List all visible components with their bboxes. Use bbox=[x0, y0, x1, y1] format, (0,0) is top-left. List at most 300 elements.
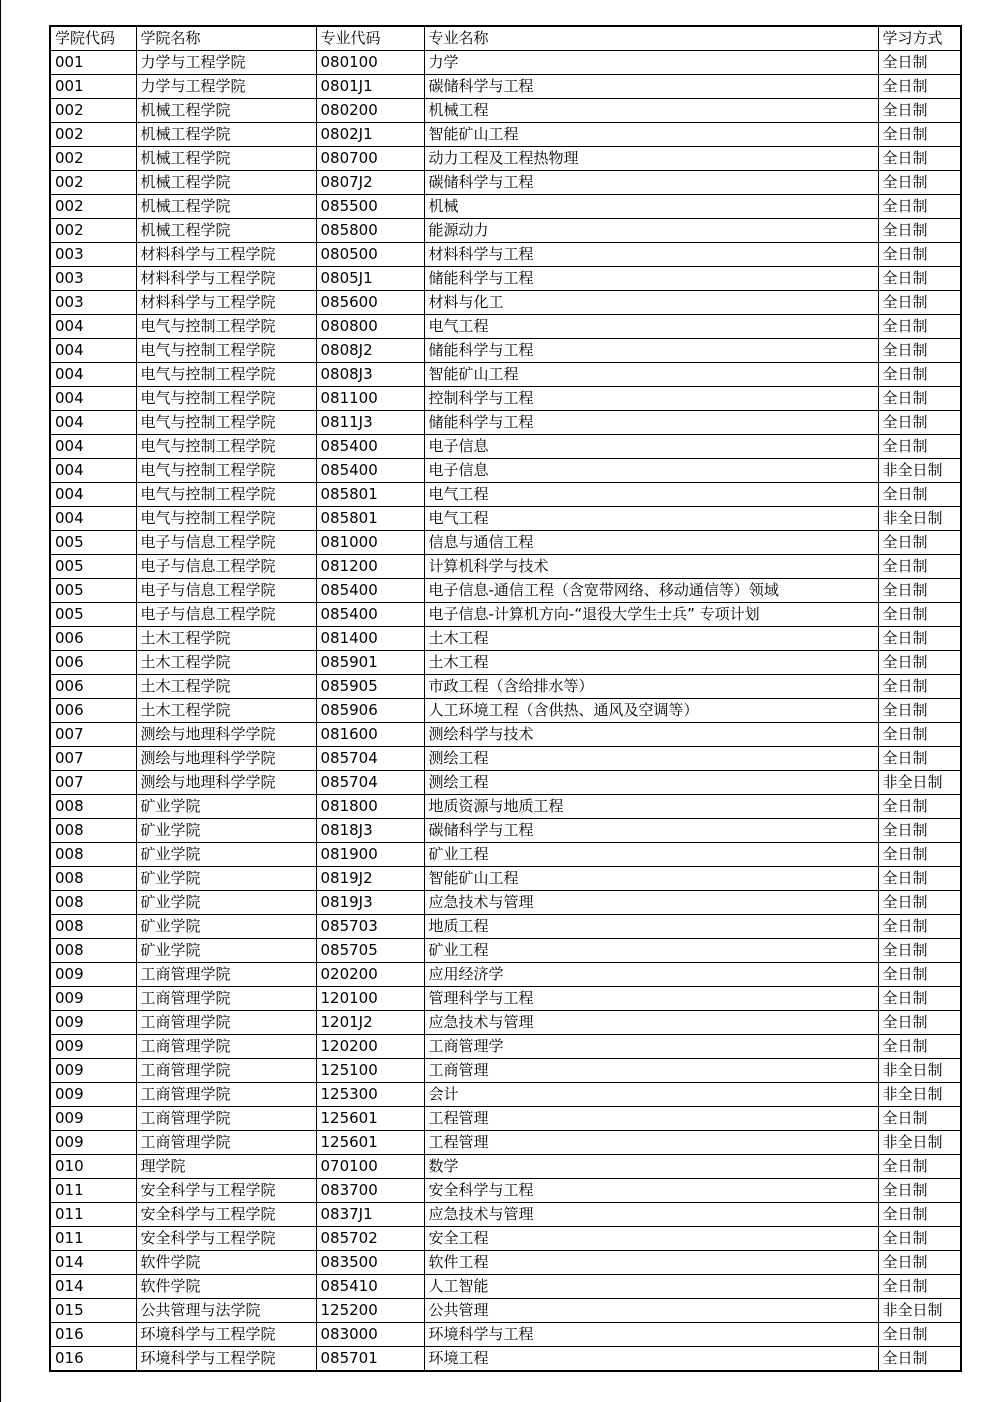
college-name-cell: 电气与控制工程学院 bbox=[136, 507, 316, 531]
major-name-cell: 信息与通信工程 bbox=[424, 531, 878, 555]
table-row bbox=[50, 243, 961, 267]
college-name-cell: 机械工程学院 bbox=[136, 147, 316, 171]
major-code-cell: 120200 bbox=[316, 1035, 424, 1059]
college-code-cell: 004 bbox=[50, 435, 136, 459]
major-code-cell: 085600 bbox=[316, 291, 424, 315]
major-name-cell: 智能矿山工程 bbox=[424, 363, 878, 387]
table-row bbox=[50, 963, 961, 987]
college-code-cell: 008 bbox=[50, 843, 136, 867]
major-name-cell: 软件工程 bbox=[424, 1251, 878, 1275]
college-code-cell: 014 bbox=[50, 1251, 136, 1275]
study-mode-cell: 全日制 bbox=[878, 1347, 961, 1372]
college-code-cell: 001 bbox=[50, 51, 136, 75]
table-row bbox=[50, 51, 961, 75]
college-code-cell: 016 bbox=[50, 1347, 136, 1372]
major-code-cell: 080500 bbox=[316, 243, 424, 267]
study-mode-cell: 全日制 bbox=[878, 867, 961, 891]
major-code-cell: 0811J3 bbox=[316, 411, 424, 435]
major-code-cell: 081000 bbox=[316, 531, 424, 555]
college-code-cell: 008 bbox=[50, 819, 136, 843]
college-name-cell: 力学与工程学院 bbox=[136, 51, 316, 75]
study-mode-cell: 全日制 bbox=[878, 1227, 961, 1251]
college-name-cell: 环境科学与工程学院 bbox=[136, 1323, 316, 1347]
college-code-cell: 015 bbox=[50, 1299, 136, 1323]
major-code-cell: 0807J2 bbox=[316, 171, 424, 195]
study-mode-cell: 全日制 bbox=[878, 723, 961, 747]
study-mode-cell: 全日制 bbox=[878, 51, 961, 75]
college-code-cell: 005 bbox=[50, 555, 136, 579]
major-code-cell: 125300 bbox=[316, 1083, 424, 1107]
college-name-cell: 电气与控制工程学院 bbox=[136, 363, 316, 387]
table-row bbox=[50, 1131, 961, 1155]
college-code-cell: 002 bbox=[50, 219, 136, 243]
study-mode-cell: 全日制 bbox=[878, 483, 961, 507]
major-name-cell: 储能科学与工程 bbox=[424, 411, 878, 435]
major-code-cell: 085901 bbox=[316, 651, 424, 675]
college-code-cell: 006 bbox=[50, 699, 136, 723]
major-code-cell: 081800 bbox=[316, 795, 424, 819]
college-name-cell: 电子与信息工程学院 bbox=[136, 555, 316, 579]
table-row bbox=[50, 363, 961, 387]
college-name-cell: 土木工程学院 bbox=[136, 699, 316, 723]
college-name-cell: 电子与信息工程学院 bbox=[136, 603, 316, 627]
college-name-cell: 工商管理学院 bbox=[136, 1011, 316, 1035]
college-code-cell: 004 bbox=[50, 315, 136, 339]
college-name-cell: 矿业学院 bbox=[136, 891, 316, 915]
table-row bbox=[50, 171, 961, 195]
college-code-cell: 016 bbox=[50, 1323, 136, 1347]
major-name-cell: 电子信息 bbox=[424, 435, 878, 459]
table-row bbox=[50, 387, 961, 411]
college-code-cell: 009 bbox=[50, 1059, 136, 1083]
table-row bbox=[50, 1035, 961, 1059]
major-code-cell: 085701 bbox=[316, 1347, 424, 1372]
major-name-cell: 能源动力 bbox=[424, 219, 878, 243]
study-mode-cell: 非全日制 bbox=[878, 507, 961, 531]
table-row bbox=[50, 651, 961, 675]
college-code-cell: 003 bbox=[50, 267, 136, 291]
college-name-cell: 电气与控制工程学院 bbox=[136, 411, 316, 435]
study-mode-cell: 全日制 bbox=[878, 1179, 961, 1203]
major-code-cell: 081400 bbox=[316, 627, 424, 651]
college-name-cell: 机械工程学院 bbox=[136, 171, 316, 195]
study-mode-cell: 全日制 bbox=[878, 987, 961, 1011]
major-code-cell: 080100 bbox=[316, 51, 424, 75]
college-code-cell: 006 bbox=[50, 651, 136, 675]
college-code-cell: 006 bbox=[50, 675, 136, 699]
college-name-cell: 软件学院 bbox=[136, 1251, 316, 1275]
major-code-cell: 085800 bbox=[316, 219, 424, 243]
major-name-cell: 力学 bbox=[424, 51, 878, 75]
study-mode-cell: 全日制 bbox=[878, 291, 961, 315]
table-row bbox=[50, 147, 961, 171]
college-name-cell: 土木工程学院 bbox=[136, 651, 316, 675]
college-name-cell: 软件学院 bbox=[136, 1275, 316, 1299]
major-name-cell: 电气工程 bbox=[424, 483, 878, 507]
table-row bbox=[50, 435, 961, 459]
table-row bbox=[50, 531, 961, 555]
major-code-cell: 081900 bbox=[316, 843, 424, 867]
table-row bbox=[50, 603, 961, 627]
major-name-cell: 应急技术与管理 bbox=[424, 1011, 878, 1035]
major-code-cell: 080800 bbox=[316, 315, 424, 339]
major-code-cell: 0805J1 bbox=[316, 267, 424, 291]
college-name-cell: 理学院 bbox=[136, 1155, 316, 1179]
college-code-cell: 003 bbox=[50, 243, 136, 267]
college-name-cell: 工商管理学院 bbox=[136, 1131, 316, 1155]
study-mode-cell: 全日制 bbox=[878, 891, 961, 915]
study-mode-cell: 全日制 bbox=[878, 1251, 961, 1275]
table-row bbox=[50, 267, 961, 291]
major-code-cell: 085410 bbox=[316, 1275, 424, 1299]
college-name-cell: 矿业学院 bbox=[136, 867, 316, 891]
table-row bbox=[50, 939, 961, 963]
major-name-cell: 机械 bbox=[424, 195, 878, 219]
major-name-cell: 安全科学与工程 bbox=[424, 1179, 878, 1203]
study-mode-cell: 全日制 bbox=[878, 411, 961, 435]
college-code-cell: 009 bbox=[50, 1035, 136, 1059]
table-row bbox=[50, 555, 961, 579]
college-code-cell: 014 bbox=[50, 1275, 136, 1299]
study-mode-cell: 全日制 bbox=[878, 147, 961, 171]
college-name-cell: 机械工程学院 bbox=[136, 195, 316, 219]
major-code-cell: 085705 bbox=[316, 939, 424, 963]
college-name-cell: 工商管理学院 bbox=[136, 1107, 316, 1131]
study-mode-cell: 全日制 bbox=[878, 1203, 961, 1227]
major-code-cell: 085400 bbox=[316, 579, 424, 603]
major-code-cell: 083000 bbox=[316, 1323, 424, 1347]
college-name-cell: 矿业学院 bbox=[136, 843, 316, 867]
study-mode-cell: 全日制 bbox=[878, 963, 961, 987]
table-row bbox=[50, 483, 961, 507]
college-name-cell: 安全科学与工程学院 bbox=[136, 1203, 316, 1227]
majors-table bbox=[49, 25, 962, 1372]
college-name-cell: 环境科学与工程学院 bbox=[136, 1347, 316, 1372]
college-code-cell: 011 bbox=[50, 1179, 136, 1203]
study-mode-cell: 全日制 bbox=[878, 1275, 961, 1299]
major-code-cell: 125200 bbox=[316, 1299, 424, 1323]
major-name-cell: 材料科学与工程 bbox=[424, 243, 878, 267]
major-code-cell: 0801J1 bbox=[316, 75, 424, 99]
study-mode-cell: 非全日制 bbox=[878, 459, 961, 483]
major-name-cell: 市政工程（含给排水等） bbox=[424, 675, 878, 699]
college-name-cell: 机械工程学院 bbox=[136, 219, 316, 243]
college-code-cell: 004 bbox=[50, 459, 136, 483]
study-mode-cell: 全日制 bbox=[878, 555, 961, 579]
study-mode-cell: 全日制 bbox=[878, 843, 961, 867]
major-code-cell: 085702 bbox=[316, 1227, 424, 1251]
table-row bbox=[50, 891, 961, 915]
table-row bbox=[50, 411, 961, 435]
college-code-cell: 008 bbox=[50, 939, 136, 963]
study-mode-cell: 全日制 bbox=[878, 195, 961, 219]
major-name-cell: 工程管理 bbox=[424, 1131, 878, 1155]
study-mode-cell: 非全日制 bbox=[878, 1059, 961, 1083]
major-name-cell: 动力工程及工程热物理 bbox=[424, 147, 878, 171]
major-code-cell: 081100 bbox=[316, 387, 424, 411]
major-code-cell: 085801 bbox=[316, 507, 424, 531]
major-code-cell: 085703 bbox=[316, 915, 424, 939]
major-code-cell: 083700 bbox=[316, 1179, 424, 1203]
major-code-cell: 085500 bbox=[316, 195, 424, 219]
college-code-cell: 004 bbox=[50, 507, 136, 531]
college-code-cell: 009 bbox=[50, 987, 136, 1011]
study-mode-cell: 非全日制 bbox=[878, 771, 961, 795]
header-study-mode: 学习方式 bbox=[878, 26, 961, 51]
table-row bbox=[50, 699, 961, 723]
study-mode-cell: 全日制 bbox=[878, 387, 961, 411]
college-code-cell: 008 bbox=[50, 795, 136, 819]
college-name-cell: 工商管理学院 bbox=[136, 1035, 316, 1059]
college-name-cell: 工商管理学院 bbox=[136, 963, 316, 987]
study-mode-cell: 全日制 bbox=[878, 579, 961, 603]
major-name-cell: 矿业工程 bbox=[424, 843, 878, 867]
major-name-cell: 计算机科学与技术 bbox=[424, 555, 878, 579]
header-major-name: 专业名称 bbox=[424, 26, 878, 51]
table-row bbox=[50, 1083, 961, 1107]
study-mode-cell: 全日制 bbox=[878, 699, 961, 723]
study-mode-cell: 全日制 bbox=[878, 627, 961, 651]
major-code-cell: 080700 bbox=[316, 147, 424, 171]
college-name-cell: 测绘与地理科学学院 bbox=[136, 771, 316, 795]
table-row bbox=[50, 627, 961, 651]
college-name-cell: 安全科学与工程学院 bbox=[136, 1179, 316, 1203]
college-name-cell: 矿业学院 bbox=[136, 819, 316, 843]
college-code-cell: 009 bbox=[50, 963, 136, 987]
major-name-cell: 碳储科学与工程 bbox=[424, 819, 878, 843]
study-mode-cell: 全日制 bbox=[878, 315, 961, 339]
table-row bbox=[50, 1203, 961, 1227]
major-code-cell: 085400 bbox=[316, 435, 424, 459]
college-name-cell: 电子与信息工程学院 bbox=[136, 531, 316, 555]
table-row bbox=[50, 1227, 961, 1251]
major-code-cell: 0819J3 bbox=[316, 891, 424, 915]
study-mode-cell: 全日制 bbox=[878, 531, 961, 555]
college-name-cell: 电气与控制工程学院 bbox=[136, 459, 316, 483]
college-code-cell: 002 bbox=[50, 171, 136, 195]
major-name-cell: 安全工程 bbox=[424, 1227, 878, 1251]
college-code-cell: 005 bbox=[50, 531, 136, 555]
major-name-cell: 应急技术与管理 bbox=[424, 1203, 878, 1227]
major-name-cell: 电子信息-计算机方向-“退役大学生士兵” 专项计划 bbox=[424, 603, 878, 627]
major-name-cell: 材料与化工 bbox=[424, 291, 878, 315]
major-code-cell: 1201J2 bbox=[316, 1011, 424, 1035]
major-name-cell: 电气工程 bbox=[424, 315, 878, 339]
table-row bbox=[50, 291, 961, 315]
major-name-cell: 工程管理 bbox=[424, 1107, 878, 1131]
college-code-cell: 004 bbox=[50, 339, 136, 363]
table-row bbox=[50, 843, 961, 867]
study-mode-cell: 非全日制 bbox=[878, 1131, 961, 1155]
major-code-cell: 0818J3 bbox=[316, 819, 424, 843]
study-mode-cell: 全日制 bbox=[878, 339, 961, 363]
major-name-cell: 会计 bbox=[424, 1083, 878, 1107]
study-mode-cell: 全日制 bbox=[878, 219, 961, 243]
major-name-cell: 机械工程 bbox=[424, 99, 878, 123]
major-code-cell: 081200 bbox=[316, 555, 424, 579]
table-row bbox=[50, 819, 961, 843]
major-code-cell: 0819J2 bbox=[316, 867, 424, 891]
major-name-cell: 土木工程 bbox=[424, 651, 878, 675]
college-code-cell: 002 bbox=[50, 99, 136, 123]
college-name-cell: 矿业学院 bbox=[136, 795, 316, 819]
table-row bbox=[50, 99, 961, 123]
header-major-code: 专业代码 bbox=[316, 26, 424, 51]
college-code-cell: 002 bbox=[50, 195, 136, 219]
study-mode-cell: 全日制 bbox=[878, 435, 961, 459]
major-code-cell: 125601 bbox=[316, 1107, 424, 1131]
table-row bbox=[50, 1299, 961, 1323]
table-row bbox=[50, 459, 961, 483]
table-row bbox=[50, 867, 961, 891]
table-row bbox=[50, 1275, 961, 1299]
major-name-cell: 电子信息 bbox=[424, 459, 878, 483]
major-code-cell: 085801 bbox=[316, 483, 424, 507]
college-code-cell: 009 bbox=[50, 1131, 136, 1155]
college-name-cell: 电气与控制工程学院 bbox=[136, 339, 316, 363]
table-row bbox=[50, 339, 961, 363]
college-name-cell: 材料科学与工程学院 bbox=[136, 267, 316, 291]
major-code-cell: 085400 bbox=[316, 459, 424, 483]
table-row bbox=[50, 507, 961, 531]
major-name-cell: 环境科学与工程 bbox=[424, 1323, 878, 1347]
major-code-cell: 125100 bbox=[316, 1059, 424, 1083]
college-code-cell: 007 bbox=[50, 747, 136, 771]
college-code-cell: 002 bbox=[50, 147, 136, 171]
major-name-cell: 土木工程 bbox=[424, 627, 878, 651]
college-code-cell: 007 bbox=[50, 771, 136, 795]
major-name-cell: 电气工程 bbox=[424, 507, 878, 531]
college-name-cell: 材料科学与工程学院 bbox=[136, 243, 316, 267]
table-row bbox=[50, 1323, 961, 1347]
study-mode-cell: 全日制 bbox=[878, 1323, 961, 1347]
major-name-cell: 应用经济学 bbox=[424, 963, 878, 987]
college-name-cell: 电气与控制工程学院 bbox=[136, 483, 316, 507]
study-mode-cell: 全日制 bbox=[878, 1011, 961, 1035]
major-code-cell: 0837J1 bbox=[316, 1203, 424, 1227]
study-mode-cell: 全日制 bbox=[878, 939, 961, 963]
study-mode-cell: 非全日制 bbox=[878, 1083, 961, 1107]
major-name-cell: 公共管理 bbox=[424, 1299, 878, 1323]
college-name-cell: 工商管理学院 bbox=[136, 1083, 316, 1107]
college-name-cell: 电气与控制工程学院 bbox=[136, 387, 316, 411]
study-mode-cell: 全日制 bbox=[878, 915, 961, 939]
college-name-cell: 机械工程学院 bbox=[136, 123, 316, 147]
table-row bbox=[50, 771, 961, 795]
page-edge-line bbox=[0, 0, 1, 1402]
college-name-cell: 电气与控制工程学院 bbox=[136, 315, 316, 339]
major-name-cell: 工商管理学 bbox=[424, 1035, 878, 1059]
major-code-cell: 0802J1 bbox=[316, 123, 424, 147]
major-name-cell: 电子信息-通信工程（含宽带网络、移动通信等）领域 bbox=[424, 579, 878, 603]
study-mode-cell: 全日制 bbox=[878, 363, 961, 387]
table-row bbox=[50, 795, 961, 819]
table-row bbox=[50, 747, 961, 771]
study-mode-cell: 全日制 bbox=[878, 99, 961, 123]
college-name-cell: 土木工程学院 bbox=[136, 627, 316, 651]
college-code-cell: 004 bbox=[50, 387, 136, 411]
college-code-cell: 011 bbox=[50, 1227, 136, 1251]
major-code-cell: 083500 bbox=[316, 1251, 424, 1275]
table-row bbox=[50, 1155, 961, 1179]
header-college-name: 学院名称 bbox=[136, 26, 316, 51]
college-name-cell: 测绘与地理科学学院 bbox=[136, 747, 316, 771]
college-code-cell: 010 bbox=[50, 1155, 136, 1179]
study-mode-cell: 全日制 bbox=[878, 675, 961, 699]
college-name-cell: 电气与控制工程学院 bbox=[136, 435, 316, 459]
college-name-cell: 机械工程学院 bbox=[136, 99, 316, 123]
major-name-cell: 地质资源与地质工程 bbox=[424, 795, 878, 819]
major-name-cell: 智能矿山工程 bbox=[424, 123, 878, 147]
study-mode-cell: 全日制 bbox=[878, 267, 961, 291]
table-row bbox=[50, 675, 961, 699]
major-code-cell: 125601 bbox=[316, 1131, 424, 1155]
major-name-cell: 地质工程 bbox=[424, 915, 878, 939]
study-mode-cell: 全日制 bbox=[878, 651, 961, 675]
table-row bbox=[50, 195, 961, 219]
major-code-cell: 020200 bbox=[316, 963, 424, 987]
major-name-cell: 智能矿山工程 bbox=[424, 867, 878, 891]
major-name-cell: 储能科学与工程 bbox=[424, 267, 878, 291]
major-code-cell: 070100 bbox=[316, 1155, 424, 1179]
study-mode-cell: 全日制 bbox=[878, 603, 961, 627]
table-row bbox=[50, 1179, 961, 1203]
college-name-cell: 力学与工程学院 bbox=[136, 75, 316, 99]
major-name-cell: 控制科学与工程 bbox=[424, 387, 878, 411]
college-code-cell: 008 bbox=[50, 891, 136, 915]
study-mode-cell: 全日制 bbox=[878, 123, 961, 147]
major-name-cell: 人工环境工程（含供热、通风及空调等） bbox=[424, 699, 878, 723]
study-mode-cell: 全日制 bbox=[878, 795, 961, 819]
college-name-cell: 公共管理与法学院 bbox=[136, 1299, 316, 1323]
college-code-cell: 008 bbox=[50, 867, 136, 891]
college-name-cell: 土木工程学院 bbox=[136, 675, 316, 699]
major-name-cell: 测绘工程 bbox=[424, 771, 878, 795]
table-body bbox=[50, 51, 961, 1372]
table-row bbox=[50, 219, 961, 243]
study-mode-cell: 全日制 bbox=[878, 171, 961, 195]
major-code-cell: 081600 bbox=[316, 723, 424, 747]
study-mode-cell: 全日制 bbox=[878, 1155, 961, 1179]
major-name-cell: 管理科学与工程 bbox=[424, 987, 878, 1011]
college-code-cell: 006 bbox=[50, 627, 136, 651]
table-row bbox=[50, 1059, 961, 1083]
major-name-cell: 数学 bbox=[424, 1155, 878, 1179]
major-name-cell: 环境工程 bbox=[424, 1347, 878, 1372]
table-row bbox=[50, 579, 961, 603]
study-mode-cell: 非全日制 bbox=[878, 1299, 961, 1323]
major-code-cell: 085704 bbox=[316, 747, 424, 771]
college-code-cell: 001 bbox=[50, 75, 136, 99]
college-code-cell: 009 bbox=[50, 1107, 136, 1131]
study-mode-cell: 全日制 bbox=[878, 747, 961, 771]
major-code-cell: 0808J3 bbox=[316, 363, 424, 387]
table-row bbox=[50, 987, 961, 1011]
college-name-cell: 矿业学院 bbox=[136, 939, 316, 963]
college-code-cell: 007 bbox=[50, 723, 136, 747]
college-code-cell: 004 bbox=[50, 363, 136, 387]
major-code-cell: 085704 bbox=[316, 771, 424, 795]
major-code-cell: 085906 bbox=[316, 699, 424, 723]
college-name-cell: 电子与信息工程学院 bbox=[136, 579, 316, 603]
major-name-cell: 工商管理 bbox=[424, 1059, 878, 1083]
college-code-cell: 011 bbox=[50, 1203, 136, 1227]
major-name-cell: 碳储科学与工程 bbox=[424, 171, 878, 195]
major-code-cell: 085905 bbox=[316, 675, 424, 699]
major-code-cell: 120100 bbox=[316, 987, 424, 1011]
table-row bbox=[50, 915, 961, 939]
table-header-row bbox=[50, 26, 961, 51]
